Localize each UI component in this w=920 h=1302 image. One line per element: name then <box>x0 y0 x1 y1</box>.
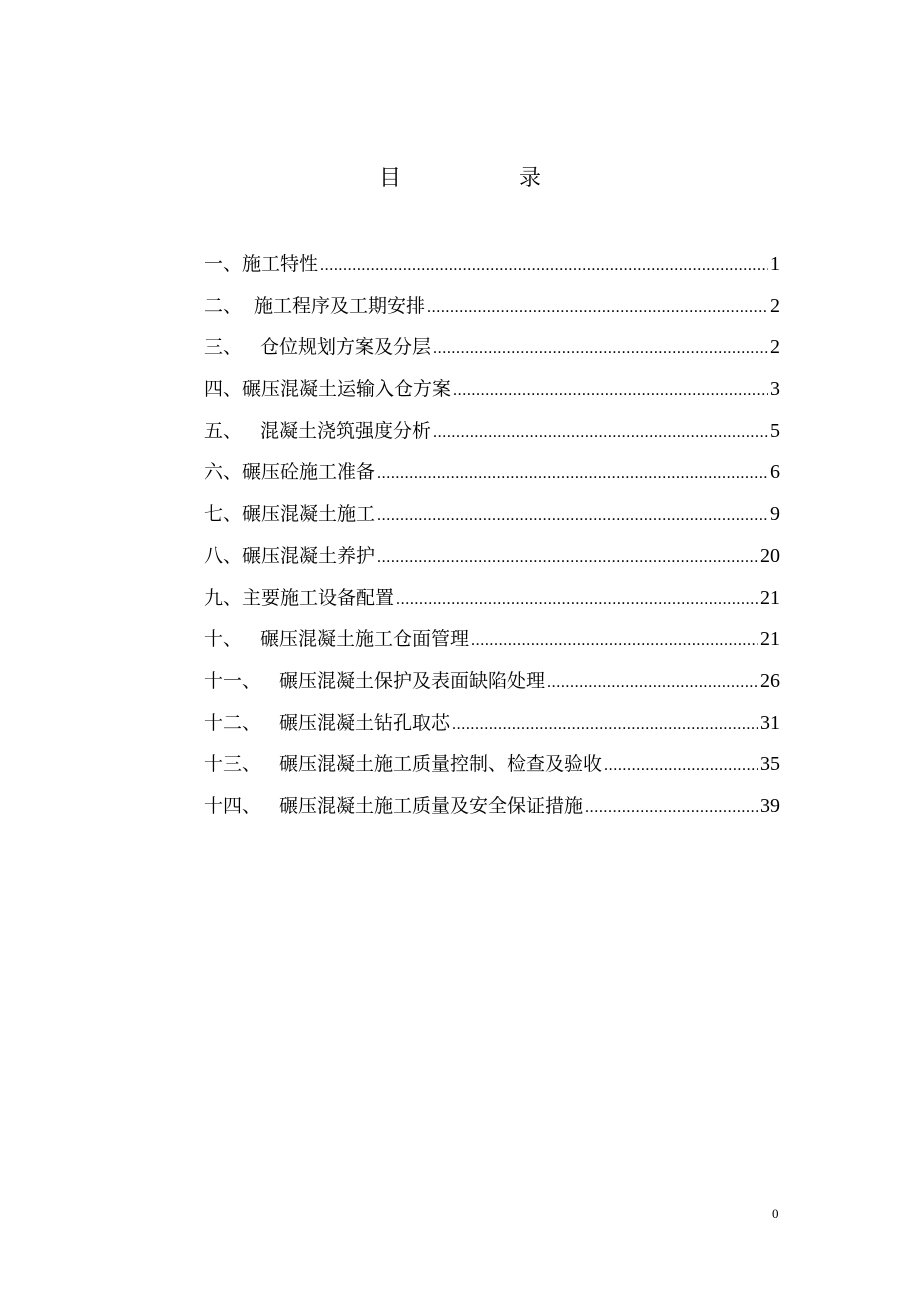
toc-entry-leader <box>433 331 768 367</box>
toc-entry-title: 施工程序及工期安排 <box>254 294 426 317</box>
toc-entry[interactable] <box>204 413 780 455</box>
toc-entry-page: 2 <box>770 294 780 317</box>
toc-entry-leader <box>396 582 758 618</box>
toc-entry-number: 十二、 <box>204 711 262 734</box>
toc-entry[interactable] <box>204 621 780 663</box>
toc-entry[interactable] <box>204 496 780 538</box>
toc-entry[interactable] <box>204 246 780 288</box>
table-of-contents <box>204 246 780 830</box>
toc-entry-leader <box>377 498 768 534</box>
toc-entry[interactable] <box>204 746 780 788</box>
toc-entry-number: 九、 <box>204 586 243 609</box>
toc-entry-leader <box>453 373 768 409</box>
toc-entry[interactable] <box>204 663 780 705</box>
toc-entry-number: 六、 <box>204 461 243 484</box>
toc-entry-title: 碾压砼施工准备 <box>242 461 376 484</box>
toc-entry-page: 2 <box>770 336 780 359</box>
toc-entry-page: 1 <box>770 253 780 275</box>
toc-entry[interactable] <box>204 329 780 371</box>
toc-entry-leader <box>547 665 758 701</box>
toc-entry-number: 七、 <box>204 503 243 526</box>
toc-entry-title: 碾压混凝土施工质量及安全保证措施 <box>279 794 584 817</box>
toc-entry-title: 碾压混凝土钻孔取芯 <box>279 711 451 734</box>
toc-entry-number: 十、 <box>204 628 243 651</box>
toc-entry-page: 6 <box>770 461 780 484</box>
toc-entry-number: 十三、 <box>204 753 262 776</box>
toc-entry-page: 26 <box>760 669 780 692</box>
toc-entry-leader <box>585 790 758 826</box>
toc-entry-number: 十四、 <box>204 794 262 817</box>
toc-entry-page: 21 <box>760 586 780 609</box>
toc-entry[interactable] <box>204 371 780 413</box>
toc-entry-leader <box>377 540 758 576</box>
toc-entry-title: 主要施工设备配置 <box>242 586 395 609</box>
toc-entry-number: 五、 <box>204 419 243 442</box>
toc-entry-number: 十一、 <box>204 669 262 692</box>
toc-entry-number: 一、 <box>204 253 243 275</box>
toc-entry-leader <box>452 707 758 743</box>
toc-entry-number: 三、 <box>204 336 243 359</box>
toc-entry-page: 3 <box>770 378 780 401</box>
toc-entry-number: 二、 <box>204 294 243 317</box>
toc-entry-title: 碾压混凝土施工 <box>242 503 376 526</box>
toc-entry-number: 八、 <box>204 544 243 567</box>
toc-entry[interactable] <box>204 454 780 496</box>
toc-entry-title: 碾压混凝土保护及表面缺陷处理 <box>279 669 546 692</box>
toc-entry-page: 31 <box>760 711 780 734</box>
toc-entry-title: 施工特性 <box>242 253 319 275</box>
toc-entry-title: 仓位规划方案及分层 <box>260 336 432 359</box>
toc-entry-leader <box>471 623 758 659</box>
toc-entry-page: 21 <box>760 628 780 651</box>
toc-entry-leader <box>377 456 768 492</box>
toc-entry-page: 39 <box>760 794 780 817</box>
toc-entry-leader <box>433 415 768 451</box>
toc-entry-number: 四、 <box>204 378 243 401</box>
toc-entry[interactable] <box>204 788 780 830</box>
toc-entry-title: 混凝土浇筑强度分析 <box>260 419 432 442</box>
toc-entry-page: 20 <box>760 544 780 567</box>
toc-title <box>0 162 920 196</box>
toc-entry-leader <box>604 748 758 784</box>
toc-entry-leader <box>427 290 768 326</box>
toc-entry[interactable] <box>204 705 780 747</box>
toc-entry[interactable] <box>204 538 780 580</box>
toc-entry[interactable] <box>204 580 780 622</box>
toc-entry-title: 碾压混凝土施工质量控制、检查及验收 <box>279 753 603 776</box>
toc-title-char-2: 录 <box>519 166 542 191</box>
toc-entry-page: 5 <box>770 419 780 442</box>
toc-entry-title: 碾压混凝土运输入仓方案 <box>242 378 452 401</box>
toc-entry-page: 35 <box>760 753 780 776</box>
toc-entry-leader <box>320 248 768 284</box>
page-number: 0 <box>772 1206 779 1221</box>
toc-title-char-1: 目 <box>378 166 401 191</box>
toc-entry-title: 碾压混凝土施工仓面管理 <box>260 628 470 651</box>
toc-entry-title: 碾压混凝土养护 <box>242 544 376 567</box>
toc-entry-page: 9 <box>770 503 780 526</box>
toc-entry[interactable] <box>204 288 780 330</box>
